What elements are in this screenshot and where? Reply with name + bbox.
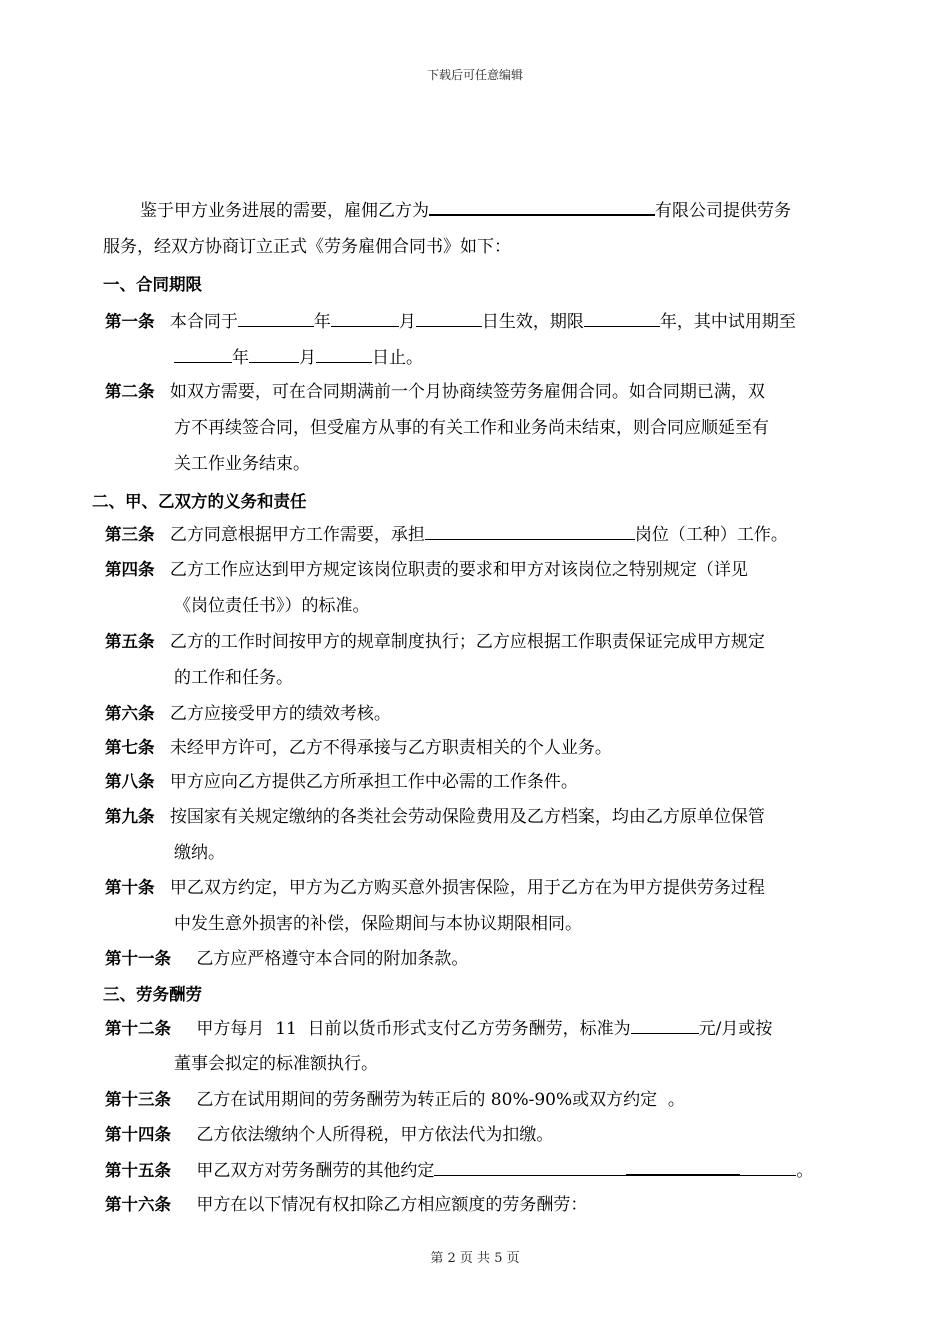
article-11-text-1: 乙方应严格遵守本合同的附加条款。	[196, 949, 469, 969]
article-1-line-2	[174, 346, 423, 369]
article-11-line-1	[105, 948, 468, 970]
article-5-text-1: 乙方的工作时间按甲方的规章制度执行；乙方应根据工作职责保证完成甲方规定	[169, 632, 765, 652]
article-12-text-1: 甲方每月 11 日前以货币形式支付乙方劳务酬劳，标准为	[196, 1019, 631, 1039]
article-15-label: 第十五条	[105, 1161, 171, 1180]
article-15-text-2: 。	[796, 1161, 814, 1181]
article-4-line-1	[105, 559, 748, 581]
trial-month-blank	[249, 346, 299, 363]
article-1-text-3: 月	[398, 312, 416, 332]
article-8-line-1	[105, 771, 578, 793]
article-14-text-1: 乙方依法缴纳个人所得税，甲方依法代为扣缴。	[196, 1125, 554, 1145]
article-2-text-1: 如双方需要，可在合同期满前一个月协商续签劳务雇佣合同。如合同期已满，双	[169, 382, 765, 402]
article-14-label: 第十四条	[105, 1125, 171, 1144]
article-10-label: 第十条	[105, 878, 155, 897]
article-1-line-1	[105, 310, 796, 333]
section-heading-2: 二、甲、乙双方的义务和责任	[92, 492, 307, 511]
article-10-line-1	[105, 877, 765, 899]
article-1-text-6: 年	[232, 348, 249, 368]
page-header: 下载后可任意编辑	[426, 68, 523, 82]
article-12-line-1	[105, 1017, 772, 1040]
article-2-line-1	[105, 381, 765, 403]
article-9-line-1	[105, 806, 765, 828]
article-3-text-1: 乙方同意根据甲方工作需要，承担	[169, 525, 425, 545]
page-footer: 第 2 页 共 5 页	[430, 1251, 520, 1266]
article-3-text-2: 岗位（工种）工作。	[634, 525, 788, 545]
intro-line-2: 服务，经双方协商订立正式《劳务雇佣合同书》如下：	[103, 237, 511, 257]
article-1-text-2: 年	[313, 312, 331, 332]
article-16-line-1	[105, 1194, 587, 1216]
article-16-text-1: 甲方在以下情况有权扣除乙方相应额度的劳务酬劳：	[196, 1195, 588, 1215]
article-5-line-2: 的工作和任务。	[174, 668, 293, 688]
article-3-line-1	[105, 523, 788, 546]
article-14-line-1	[105, 1124, 553, 1146]
article-16-label: 第十六条	[105, 1195, 171, 1214]
article-12-label: 第十二条	[105, 1019, 171, 1038]
pay-amount-blank	[631, 1017, 699, 1034]
article-2-line-2: 方不再续签合同，但受雇方从事的有关工作和业务尚未结束，则合同应顺延至有	[174, 418, 769, 438]
article-9-text-1: 按国家有关规定缴纳的各类社会劳动保险费用及乙方档案，均由乙方原单位保管	[169, 807, 765, 827]
other-terms-blank-1	[434, 1159, 626, 1176]
article-12-text-2: 元/月或按	[698, 1019, 773, 1039]
article-5-line-1	[105, 631, 765, 653]
trial-year-blank	[174, 346, 232, 363]
start-month-blank	[331, 310, 399, 327]
article-1-text-1: 本合同于	[169, 312, 238, 332]
article-10-line-2: 中发生意外损害的补偿，保险期间与本协议期限相同。	[174, 914, 582, 934]
article-8-text-1: 甲方应向乙方提供乙方所承担工作中必需的工作条件。	[169, 772, 578, 792]
article-6-text-1: 乙方应接受甲方的绩效考核。	[169, 704, 391, 724]
intro-text-b: 有限公司提供劳务	[655, 201, 791, 221]
article-7-text-1: 未经甲方许可，乙方不得承接与乙方职责相关的个人业务。	[169, 738, 612, 758]
article-10-text-1: 甲乙双方约定，甲方为乙方购买意外损害保险，用于乙方在为甲方提供劳务过程	[169, 878, 765, 898]
article-7-label: 第七条	[105, 738, 155, 757]
article-6-line-1	[105, 703, 391, 725]
position-blank	[425, 523, 635, 540]
article-11-label: 第十一条	[105, 949, 171, 968]
article-1-text-7: 月	[299, 348, 316, 368]
intro-line-1	[140, 198, 791, 222]
article-4-text-1: 乙方工作应达到甲方规定该岗位职责的要求和甲方对该岗位之特别规定（详见	[169, 560, 748, 580]
article-5-label: 第五条	[105, 632, 155, 651]
article-2-label: 第二条	[105, 382, 155, 401]
intro-text-a: 鉴于甲方业务进展的需要，雇佣乙方为	[140, 201, 429, 221]
start-day-blank	[416, 310, 482, 327]
trial-day-blank	[316, 346, 372, 363]
section-heading-3: 三、劳务酬劳	[103, 985, 202, 1004]
article-15-text-1: 甲乙双方对劳务酬劳的其他约定	[196, 1161, 435, 1181]
article-2-line-3: 关工作业务结束。	[174, 454, 310, 474]
term-years-blank	[584, 310, 660, 327]
article-7-line-1	[105, 737, 612, 759]
article-4-line-2: 《岗位责任书》）的标准。	[174, 596, 370, 616]
article-1-label: 第一条	[105, 312, 155, 331]
article-9-label: 第九条	[105, 807, 155, 826]
section-heading-1: 一、合同期限	[103, 275, 202, 294]
article-13-line-1	[105, 1089, 685, 1111]
article-6-label: 第六条	[105, 704, 155, 723]
article-13-label: 第十三条	[105, 1090, 171, 1109]
article-1-text-8: 日止。	[372, 348, 423, 368]
other-terms-blank-2	[626, 1158, 740, 1176]
start-year-blank	[238, 310, 314, 327]
article-9-line-2: 缴纳。	[174, 843, 225, 863]
article-3-label: 第三条	[105, 525, 155, 544]
article-1-text-4: 日生效，期限	[481, 312, 584, 332]
company-name-blank	[429, 198, 655, 216]
article-4-label: 第四条	[105, 560, 155, 579]
article-13-text-1: 乙方在试用期间的劳务酬劳为转正后的 80%-90%或双方约定 。	[196, 1090, 685, 1110]
article-1-text-5: 年，其中试用期至	[659, 312, 796, 332]
article-8-label: 第八条	[105, 772, 155, 791]
article-12-line-2: 董事会拟定的标准额执行。	[174, 1054, 378, 1074]
other-terms-blank-3	[740, 1159, 796, 1176]
article-15-line-1	[105, 1158, 813, 1182]
